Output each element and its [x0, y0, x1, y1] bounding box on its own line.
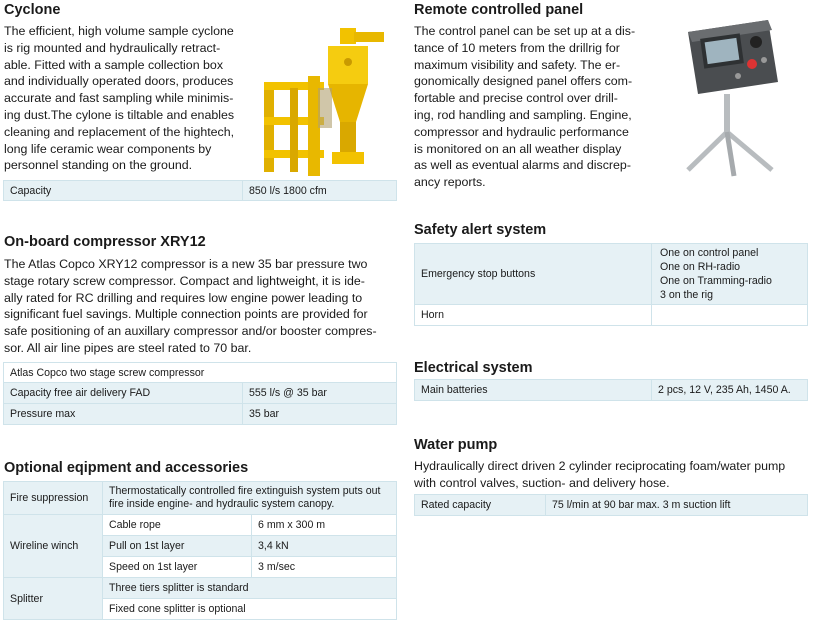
cyclone-description	[4, 23, 244, 174]
cyclone-line: The efficient, high volume sample cyclone	[4, 24, 234, 38]
horn-label: Horn	[415, 305, 652, 326]
cyclone-line: ing dust.The cylone is tiltable and enables	[4, 107, 235, 122]
remote-line: ancy reports.	[414, 175, 486, 190]
cable-rope-label: Cable rope	[103, 515, 252, 536]
table-row	[4, 383, 397, 404]
splitter-option: Three tiers splitter is standard	[103, 578, 397, 599]
table-row	[4, 515, 397, 536]
cyclone-line: accurate and fast sampling while minimis-	[4, 91, 234, 106]
cyclone-line: able. Fitted with a sample collection box	[4, 57, 224, 72]
compressor-table-header: Atlas Copco two stage screw compressor	[4, 363, 397, 383]
table-row	[415, 495, 808, 516]
cyclone-illustration	[258, 22, 390, 180]
remote-line: fortable and precise control over drill-	[414, 91, 618, 106]
compressor-line: sor. All air line pipes are steel rated to 70 bar.	[4, 340, 252, 355]
emergency-stop-value: One on RH-radio	[660, 261, 741, 273]
compressor-title: On-board compressor XRY12	[4, 234, 206, 250]
pull-value: 3,4 kN	[252, 536, 397, 557]
compressor-line: ally rated for RC drilling and requires low engine power leading to	[4, 290, 363, 305]
splitter-label: Splitter	[4, 578, 103, 620]
cyclone-line: is rig mounted and hydraulically retract-	[4, 40, 221, 55]
remote-panel-title: Remote controlled panel	[414, 2, 584, 18]
remote-line: as well as eventual alarms and discrep-	[414, 158, 631, 173]
table-row	[4, 363, 397, 383]
emergency-stop-value: One on Tramming-radio	[660, 275, 772, 287]
safety-table	[414, 243, 808, 326]
horn-value	[652, 305, 808, 326]
cyclone-line: and individually operated doors, produces	[4, 74, 234, 89]
remote-line: maximum visibility and safety. The er-	[414, 57, 621, 72]
remote-line: The control panel can be set up at a dis-	[414, 24, 636, 38]
wireline-winch-label: Wireline winch	[4, 515, 103, 578]
main-batteries-value: 2 pcs, 12 V, 235 Ah, 1450 A.	[652, 380, 808, 401]
emergency-stop-value: One on control panel	[660, 247, 759, 259]
table-row	[415, 380, 808, 401]
cyclone-title: Cyclone	[4, 2, 61, 18]
main-batteries-label: Main batteries	[415, 380, 652, 401]
remote-line: is monitored on an all weather display	[414, 141, 622, 156]
cyclone-line: personnel standing on the ground.	[4, 158, 193, 173]
emergency-stop-value: 3 on the rig	[660, 289, 714, 301]
fire-suppression-value: Thermostatically controlled fire extinguish system puts out fire inside engine- and hydraulic system canopy.	[103, 482, 397, 515]
emergency-stop-label: Emergency stop buttons	[415, 244, 652, 305]
remote-line: tance of 10 meters from the drillrig for	[414, 40, 620, 55]
water-pump-title: Water pump	[414, 437, 498, 453]
compressor-line: safe positioning of an auxillary compressor and/or booster compres-	[4, 324, 377, 339]
table-row	[4, 578, 397, 599]
pull-label: Pull on 1st layer	[103, 536, 252, 557]
capacity-label: Capacity	[4, 181, 243, 201]
compressor-description	[4, 256, 397, 357]
speed-label: Speed on 1st layer	[103, 557, 252, 578]
compressor-line: stage rotary screw compressor. Compact and lightweight, it is ide-	[4, 273, 365, 288]
table-row	[4, 404, 397, 425]
optional-table	[3, 481, 397, 620]
rated-capacity-value: 75 l/min at 90 bar max. 3 m suction lift	[546, 495, 808, 516]
safety-title: Safety alert system	[414, 222, 547, 238]
cable-rope-value: 6 mm x 300 m	[252, 515, 397, 536]
emergency-stop-values	[652, 244, 808, 305]
electrical-title: Electrical system	[414, 360, 533, 376]
optional-title: Optional eqipment and accessories	[4, 460, 249, 476]
remote-line: ing, rod handling and sampling. Engine,	[414, 107, 632, 122]
splitter-option: Fixed cone splitter is optional	[103, 599, 397, 620]
cyclone-line: cleaning and replacement of the hightech,	[4, 124, 235, 139]
cyclone-line: long life ceramic wear components by	[4, 141, 212, 156]
cyclone-table	[3, 180, 397, 201]
compressor-table	[3, 362, 397, 425]
remote-line: compressor and hydraulic performance	[414, 124, 629, 139]
table-row	[4, 181, 397, 201]
remote-control-panel-illustration	[668, 2, 788, 178]
compressor-line: The Atlas Copco XRY12 compressor is a new 35 bar pressure two	[4, 257, 368, 271]
rated-capacity-label: Rated capacity	[415, 495, 546, 516]
remote-line: gonomically designed panel offers com-	[414, 74, 633, 89]
fire-suppression-label: Fire suppression	[4, 482, 103, 515]
table-row	[415, 244, 808, 305]
fad-value: 555 l/s @ 35 bar	[243, 383, 397, 404]
table-row	[4, 482, 397, 515]
fad-label: Capacity free air delivery FAD	[4, 383, 243, 404]
water-pump-line: Hydraulically direct driven 2 cylinder reciprocating foam/water pump	[414, 459, 786, 473]
speed-value: 3 m/sec	[252, 557, 397, 578]
pressure-value: 35 bar	[243, 404, 397, 425]
water-pump-table	[414, 494, 808, 516]
water-pump-description	[414, 458, 809, 492]
capacity-value: 850 l/s 1800 cfm	[243, 181, 397, 201]
electrical-table	[414, 379, 808, 401]
table-row	[415, 305, 808, 326]
compressor-line: significant fuel savings. Multiple connection points are provided for	[4, 307, 368, 322]
water-pump-line: with control valves, suction- and delivery hose.	[414, 475, 670, 490]
pressure-label: Pressure max	[4, 404, 243, 425]
remote-panel-description	[414, 23, 649, 191]
